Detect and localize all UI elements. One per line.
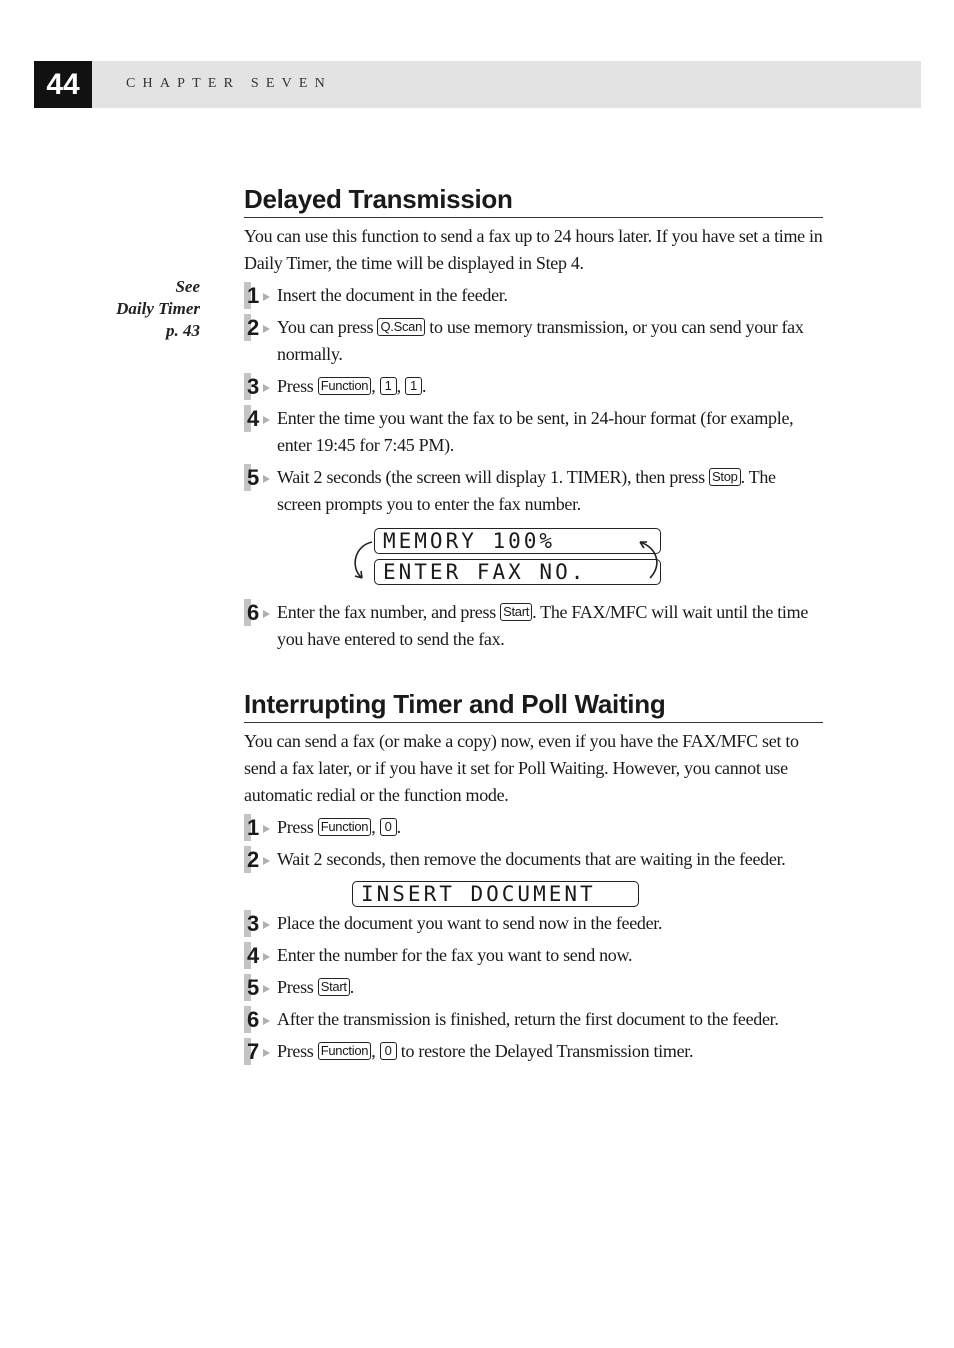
step-text: Press [277,977,318,997]
start-key-icon: Start [500,603,532,621]
step-text: Press [277,376,318,396]
section-interrupting-timer [244,689,823,1065]
lcd-line: MEMORY 100% [374,528,661,554]
step-text: Enter the fax number, and press [277,602,501,622]
side-note [116,276,200,342]
lcd-line: INSERT DOCUMENT [352,881,639,907]
step-text: Wait 2 seconds, then remove the documents that are waiting in the feeder. [277,849,786,869]
lcd-display [352,881,629,905]
step-text: Press [277,1041,318,1061]
section-delayed-transmission [244,184,823,653]
separator: , [371,817,380,837]
step-list [244,282,823,518]
section-intro: You can use this function to send a fax up to 24 hours later. If you have set a time in Daily Timer, the time will be displayed in Step 4. [244,226,823,273]
section-title: Delayed Transmission [244,184,823,218]
step-number: 7 [244,1038,270,1065]
step-text: . [349,977,354,997]
step-text: Enter the number for the fax you want to send now. [277,945,633,965]
step-text: to restore the Delayed Transmission timer. [396,1041,694,1061]
step-item [244,814,823,841]
step-number: 4 [244,405,270,432]
step-item [244,314,823,368]
section-title: Interrupting Timer and Poll Waiting [244,689,823,723]
section-intro: You can send a fax (or make a copy) now, even if you have the FAX/MFC set to send a fax later, or if you have it set for Poll Waiting. However, you cannot use automatic redial or the function mode. [244,731,799,805]
step-text: Insert the document in the feeder. [277,285,508,305]
stop-key-icon: Stop [709,468,741,486]
step-number: 3 [244,910,270,937]
separator: , [396,376,405,396]
step-text: . [396,817,401,837]
side-note-line: Daily Timer [116,299,200,318]
step-item [244,910,823,937]
step-list [244,599,823,653]
start-key-icon: Start [318,978,350,996]
side-note-line: See [175,277,200,296]
step-text: You can press [277,317,378,337]
side-note-line: p. 43 [166,321,200,340]
step-text: . The screen prompts you to enter the fax number. [277,467,776,514]
step-number: 6 [244,1006,270,1033]
step-number: 1 [244,282,270,309]
step-text: . [422,376,427,396]
step-list [244,814,823,873]
step-number: 5 [244,974,270,1001]
step-item [244,373,823,400]
step-text: Press [277,817,318,837]
separator: , [371,1041,380,1061]
step-item [244,1038,823,1065]
separator: , [371,376,380,396]
step-number: 3 [244,373,270,400]
function-key-icon: Function [318,1042,371,1060]
lcd-line: ENTER FAX NO. [374,559,661,585]
step-item [244,405,823,459]
step-text: Place the document you want to send now in the feeder. [277,913,663,933]
step-number: 1 [244,814,270,841]
step-list [244,910,823,1065]
main-content [244,184,823,1065]
digit-key-icon: 1 [380,377,397,395]
step-text: . The FAX/MFC will wait until the time you have entered to send the fax. [277,602,809,649]
lcd-display-alternating [340,528,670,594]
digit-key-icon: 0 [380,1042,397,1060]
step-item [244,974,823,1001]
digit-key-icon: 0 [380,818,397,836]
function-key-icon: Function [318,377,371,395]
step-text: Wait 2 seconds (the screen will display 1. TIMER), then press [277,467,710,487]
function-key-icon: Function [318,818,371,836]
step-item [244,464,823,518]
page-number: 44 [34,61,92,108]
step-text: to use memory transmission, or you can send your fax normally. [277,317,804,364]
step-number: 2 [244,314,270,341]
digit-key-icon: 1 [405,377,422,395]
step-text: After the transmission is finished, return the first document to the feeder. [277,1009,779,1029]
step-item [244,846,823,873]
step-item [244,282,823,309]
step-item [244,1006,823,1033]
step-number: 6 [244,599,270,626]
chapter-title: CHAPTER SEVEN [126,76,332,91]
step-number: 4 [244,942,270,969]
step-text: Enter the time you want the fax to be sent, in 24-hour format (for example, enter 19:45 for 7:45 PM). [277,408,794,455]
step-number: 2 [244,846,270,873]
step-item [244,599,823,653]
qscan-key-icon: Q.Scan [377,318,425,336]
step-item [244,942,823,969]
step-number: 5 [244,464,270,491]
